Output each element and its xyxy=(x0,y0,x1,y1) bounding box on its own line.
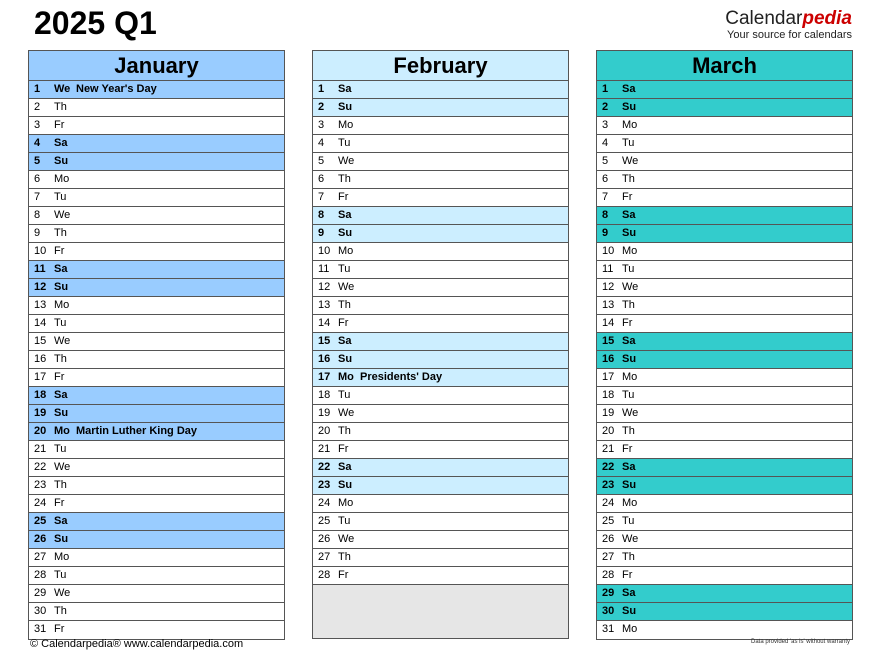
day-of-week: We xyxy=(338,533,355,545)
day-of-week: Su xyxy=(338,227,353,239)
day-number: 21 xyxy=(34,443,47,455)
day-of-week: Su xyxy=(622,353,637,365)
day-row xyxy=(597,315,852,333)
day-number: 16 xyxy=(318,353,331,365)
day-row xyxy=(29,225,284,243)
day-number: 13 xyxy=(318,299,331,311)
day-of-week: Fr xyxy=(54,245,65,257)
day-of-week: Mo xyxy=(622,497,638,509)
day-row xyxy=(29,189,284,207)
day-row xyxy=(313,369,568,387)
day-of-week: Fr xyxy=(338,317,349,329)
day-of-week: Mo xyxy=(54,299,70,311)
day-number: 18 xyxy=(34,389,47,401)
day-of-week: Su xyxy=(622,227,637,239)
day-of-week: Su xyxy=(622,605,637,617)
day-of-week: Su xyxy=(622,479,637,491)
day-of-week: Fr xyxy=(54,497,65,509)
day-number: 7 xyxy=(602,191,609,203)
day-of-week: Sa xyxy=(622,587,636,599)
brand-tagline: Your source for calendars xyxy=(727,29,852,41)
day-of-week: Sa xyxy=(622,461,636,473)
day-of-week: Tu xyxy=(338,137,351,149)
day-of-week: Th xyxy=(54,101,67,113)
day-number: 29 xyxy=(602,587,615,599)
day-of-week: Tu xyxy=(622,389,635,401)
day-row xyxy=(313,387,568,405)
day-number: 11 xyxy=(34,263,46,275)
day-number: 10 xyxy=(318,245,331,257)
day-row xyxy=(29,567,284,585)
day-of-week: Mo xyxy=(54,425,70,437)
day-row xyxy=(597,513,852,531)
day-of-week: Tu xyxy=(54,191,67,203)
day-row xyxy=(29,405,284,423)
day-row xyxy=(313,405,568,423)
day-number: 5 xyxy=(602,155,609,167)
day-number: 19 xyxy=(318,407,331,419)
day-of-week: Sa xyxy=(54,389,68,401)
day-row xyxy=(597,585,852,603)
day-row xyxy=(597,369,852,387)
day-number: 17 xyxy=(34,371,47,383)
day-of-week: Th xyxy=(54,479,67,491)
day-row xyxy=(597,333,852,351)
day-row xyxy=(597,405,852,423)
day-number: 8 xyxy=(34,209,41,221)
day-row xyxy=(313,189,568,207)
day-row xyxy=(313,423,568,441)
day-of-week: Sa xyxy=(54,263,68,275)
day-of-week: Tu xyxy=(338,515,351,527)
day-row xyxy=(29,549,284,567)
day-of-week: We xyxy=(338,155,355,167)
day-number: 14 xyxy=(318,317,331,329)
day-of-week: Fr xyxy=(338,191,349,203)
day-row xyxy=(313,153,568,171)
day-of-week: We xyxy=(54,209,71,221)
day-of-week: Tu xyxy=(54,569,67,581)
day-row xyxy=(313,81,568,99)
day-number: 26 xyxy=(602,533,615,545)
day-of-week: Fr xyxy=(622,569,633,581)
day-row xyxy=(597,117,852,135)
day-number: 28 xyxy=(318,569,331,581)
day-of-week: We xyxy=(338,281,355,293)
day-number: 2 xyxy=(602,101,609,113)
day-row xyxy=(29,459,284,477)
day-number: 13 xyxy=(34,299,47,311)
day-list xyxy=(313,81,568,638)
day-number: 13 xyxy=(602,299,615,311)
day-number: 7 xyxy=(318,191,325,203)
day-number: 16 xyxy=(602,353,615,365)
month-january xyxy=(28,50,285,640)
day-row xyxy=(597,603,852,621)
day-row xyxy=(29,441,284,459)
page-title: 2025 Q1 xyxy=(34,5,157,41)
day-number: 31 xyxy=(34,623,47,635)
day-number: 3 xyxy=(602,119,609,131)
day-number: 23 xyxy=(602,479,615,491)
day-number: 28 xyxy=(34,569,47,581)
day-number: 20 xyxy=(602,425,615,437)
day-row xyxy=(313,531,568,549)
day-row xyxy=(313,549,568,567)
day-number: 29 xyxy=(34,587,47,599)
day-row xyxy=(29,477,284,495)
day-number: 14 xyxy=(602,317,615,329)
day-list xyxy=(597,81,852,639)
day-of-week: Fr xyxy=(622,317,633,329)
day-row xyxy=(313,207,568,225)
day-row xyxy=(597,351,852,369)
day-of-week: Th xyxy=(338,173,351,185)
day-row xyxy=(597,387,852,405)
day-row xyxy=(29,171,284,189)
day-of-week: Su xyxy=(622,101,637,113)
day-row xyxy=(313,243,568,261)
day-row xyxy=(29,369,284,387)
day-row xyxy=(597,495,852,513)
day-of-week: Mo xyxy=(622,371,638,383)
month-header: March xyxy=(597,51,852,81)
day-of-week: Mo xyxy=(54,173,70,185)
brand-logo[interactable] xyxy=(725,9,852,41)
day-of-week: Th xyxy=(338,425,351,437)
day-number: 21 xyxy=(602,443,615,455)
day-of-week: Tu xyxy=(622,263,635,275)
day-number: 6 xyxy=(34,173,41,185)
day-row xyxy=(597,225,852,243)
day-row xyxy=(597,207,852,225)
day-of-week: Sa xyxy=(54,515,68,527)
day-number: 20 xyxy=(318,425,331,437)
day-number: 10 xyxy=(602,245,615,257)
day-of-week: Sa xyxy=(338,83,352,95)
day-of-week: Fr xyxy=(54,119,65,131)
day-of-week: Fr xyxy=(622,191,633,203)
day-of-week: We xyxy=(54,335,71,347)
day-of-week: Mo xyxy=(622,623,638,635)
day-number: 12 xyxy=(602,281,615,293)
day-row xyxy=(29,315,284,333)
day-row xyxy=(29,153,284,171)
day-number: 14 xyxy=(34,317,47,329)
day-number: 5 xyxy=(318,155,325,167)
day-of-week: Tu xyxy=(622,515,635,527)
day-row xyxy=(313,441,568,459)
day-of-week: Su xyxy=(338,353,353,365)
day-of-week: Fr xyxy=(54,371,65,383)
day-row xyxy=(29,243,284,261)
day-of-week: Th xyxy=(622,299,635,311)
day-row xyxy=(29,495,284,513)
day-number: 1 xyxy=(318,83,325,95)
day-row xyxy=(313,513,568,531)
day-number: 26 xyxy=(318,533,331,545)
day-of-week: Su xyxy=(54,281,69,293)
day-row xyxy=(313,297,568,315)
day-row xyxy=(313,225,568,243)
month-header: February xyxy=(313,51,568,81)
day-row xyxy=(313,261,568,279)
day-row xyxy=(29,297,284,315)
day-of-week: Su xyxy=(338,101,353,113)
day-of-week: Th xyxy=(338,551,351,563)
day-of-week: We xyxy=(338,407,355,419)
day-of-week: We xyxy=(54,587,71,599)
brand-name-accent: pedia xyxy=(802,8,852,29)
day-row xyxy=(597,621,852,639)
day-of-week: Sa xyxy=(338,335,352,347)
holiday-label: New Year's Day xyxy=(76,83,157,95)
day-row xyxy=(597,99,852,117)
day-of-week: Th xyxy=(54,353,67,365)
footer-disclaimer: Data provided 'as is' without warranty xyxy=(750,639,850,645)
day-of-week: We xyxy=(622,533,639,545)
day-of-week: Tu xyxy=(54,443,67,455)
day-row xyxy=(313,135,568,153)
day-of-week: Su xyxy=(338,479,353,491)
day-number: 17 xyxy=(602,371,615,383)
day-of-week: We xyxy=(622,407,639,419)
day-of-week: Fr xyxy=(54,623,65,635)
day-row xyxy=(597,279,852,297)
day-number: 15 xyxy=(34,335,47,347)
day-number: 22 xyxy=(318,461,331,473)
day-number: 21 xyxy=(318,443,331,455)
day-number: 3 xyxy=(318,119,325,131)
day-row xyxy=(313,351,568,369)
day-number: 17 xyxy=(318,371,331,383)
day-row xyxy=(29,585,284,603)
day-of-week: Mo xyxy=(622,119,638,131)
day-row xyxy=(597,153,852,171)
day-row xyxy=(597,567,852,585)
day-of-week: We xyxy=(54,83,71,95)
day-row xyxy=(313,567,568,585)
day-number: 28 xyxy=(602,569,615,581)
day-of-week: Tu xyxy=(54,317,67,329)
day-row xyxy=(313,477,568,495)
day-number: 24 xyxy=(34,497,47,509)
holiday-label: Martin Luther King Day xyxy=(76,425,198,437)
day-number: 30 xyxy=(602,605,615,617)
day-row xyxy=(29,621,284,639)
month-february xyxy=(312,50,569,639)
brand-name-plain: Calendar xyxy=(725,8,803,29)
day-number: 27 xyxy=(602,551,615,563)
day-number: 18 xyxy=(318,389,331,401)
day-number: 16 xyxy=(34,353,47,365)
day-of-week: Tu xyxy=(338,263,351,275)
day-of-week: Th xyxy=(622,551,635,563)
day-row xyxy=(597,423,852,441)
day-number: 8 xyxy=(318,209,325,221)
day-number: 19 xyxy=(34,407,47,419)
day-row xyxy=(597,477,852,495)
day-number: 9 xyxy=(34,227,41,239)
day-list xyxy=(29,81,284,639)
day-number: 24 xyxy=(318,497,331,509)
day-number: 9 xyxy=(602,227,609,239)
day-row xyxy=(597,261,852,279)
day-number: 9 xyxy=(318,227,325,239)
day-number: 25 xyxy=(602,515,615,527)
day-number: 2 xyxy=(34,101,41,113)
day-of-week: Th xyxy=(338,299,351,311)
day-of-week: Th xyxy=(54,605,67,617)
day-of-week: Fr xyxy=(338,443,349,455)
day-number: 10 xyxy=(34,245,47,257)
day-of-week: Tu xyxy=(338,389,351,401)
day-row xyxy=(29,261,284,279)
day-of-week: Sa xyxy=(338,209,352,221)
day-of-week: Th xyxy=(622,425,635,437)
day-number: 15 xyxy=(602,335,615,347)
day-row xyxy=(29,117,284,135)
day-of-week: Th xyxy=(622,173,635,185)
day-number: 31 xyxy=(602,623,615,635)
day-row xyxy=(29,531,284,549)
day-number: 26 xyxy=(34,533,47,545)
day-row xyxy=(597,135,852,153)
day-row xyxy=(29,99,284,117)
day-row xyxy=(29,207,284,225)
day-row xyxy=(597,189,852,207)
day-number: 25 xyxy=(318,515,331,527)
month-header: January xyxy=(29,51,284,81)
day-of-week: Fr xyxy=(622,443,633,455)
day-number: 3 xyxy=(34,119,41,131)
day-number: 18 xyxy=(602,389,615,401)
holiday-label: Presidents' Day xyxy=(360,371,443,383)
day-number: 8 xyxy=(602,209,609,221)
day-number: 6 xyxy=(318,173,325,185)
day-row xyxy=(597,441,852,459)
day-of-week: Mo xyxy=(338,497,354,509)
day-number: 20 xyxy=(34,425,47,437)
day-number: 12 xyxy=(34,281,47,293)
day-number: 23 xyxy=(318,479,331,491)
day-row xyxy=(313,495,568,513)
day-row xyxy=(29,333,284,351)
day-row xyxy=(597,459,852,477)
day-row xyxy=(597,549,852,567)
day-of-week: Sa xyxy=(338,461,352,473)
day-of-week: Su xyxy=(54,155,69,167)
day-number: 6 xyxy=(602,173,609,185)
day-number: 11 xyxy=(318,263,330,275)
day-number: 4 xyxy=(318,137,325,149)
day-of-week: Tu xyxy=(622,137,635,149)
empty-days-filler xyxy=(313,585,568,638)
day-row xyxy=(29,513,284,531)
day-number: 27 xyxy=(34,551,47,563)
day-number: 30 xyxy=(34,605,47,617)
day-row xyxy=(29,603,284,621)
day-row xyxy=(29,387,284,405)
day-row xyxy=(597,171,852,189)
day-of-week: Su xyxy=(54,407,69,419)
footer-copyright: © Calendarpedia® www.calendarpedia.com xyxy=(30,638,244,650)
day-row xyxy=(29,135,284,153)
day-of-week: Mo xyxy=(54,551,70,563)
day-number: 12 xyxy=(318,281,331,293)
day-number: 27 xyxy=(318,551,331,563)
day-number: 7 xyxy=(34,191,41,203)
day-row xyxy=(313,459,568,477)
day-row xyxy=(29,351,284,369)
day-number: 5 xyxy=(34,155,41,167)
day-of-week: Sa xyxy=(622,335,636,347)
day-row xyxy=(313,117,568,135)
day-number: 1 xyxy=(34,83,41,95)
day-of-week: Sa xyxy=(622,209,636,221)
day-row xyxy=(29,81,284,99)
day-of-week: Sa xyxy=(54,137,68,149)
day-of-week: We xyxy=(54,461,71,473)
day-number: 23 xyxy=(34,479,47,491)
day-of-week: Mo xyxy=(622,245,638,257)
day-row xyxy=(597,243,852,261)
day-of-week: Mo xyxy=(338,371,354,383)
day-number: 4 xyxy=(34,137,41,149)
day-number: 11 xyxy=(602,263,614,275)
day-of-week: Th xyxy=(54,227,67,239)
day-of-week: Mo xyxy=(338,119,354,131)
day-row xyxy=(29,423,284,441)
day-number: 25 xyxy=(34,515,47,527)
day-of-week: Su xyxy=(54,533,69,545)
day-row xyxy=(313,333,568,351)
day-of-week: We xyxy=(622,155,639,167)
day-number: 24 xyxy=(602,497,615,509)
day-row xyxy=(597,531,852,549)
day-number: 22 xyxy=(34,461,47,473)
day-row xyxy=(597,81,852,99)
day-number: 15 xyxy=(318,335,331,347)
day-number: 22 xyxy=(602,461,615,473)
day-of-week: Sa xyxy=(622,83,636,95)
day-row xyxy=(313,171,568,189)
day-row xyxy=(313,99,568,117)
month-march xyxy=(596,50,853,640)
day-number: 19 xyxy=(602,407,615,419)
day-row xyxy=(597,297,852,315)
day-of-week: Mo xyxy=(338,245,354,257)
day-of-week: We xyxy=(622,281,639,293)
day-number: 2 xyxy=(318,101,325,113)
day-row xyxy=(29,279,284,297)
day-row xyxy=(313,315,568,333)
day-of-week: Fr xyxy=(338,569,349,581)
day-number: 4 xyxy=(602,137,609,149)
brand-name xyxy=(725,9,852,29)
day-row xyxy=(313,279,568,297)
day-number: 1 xyxy=(602,83,609,95)
